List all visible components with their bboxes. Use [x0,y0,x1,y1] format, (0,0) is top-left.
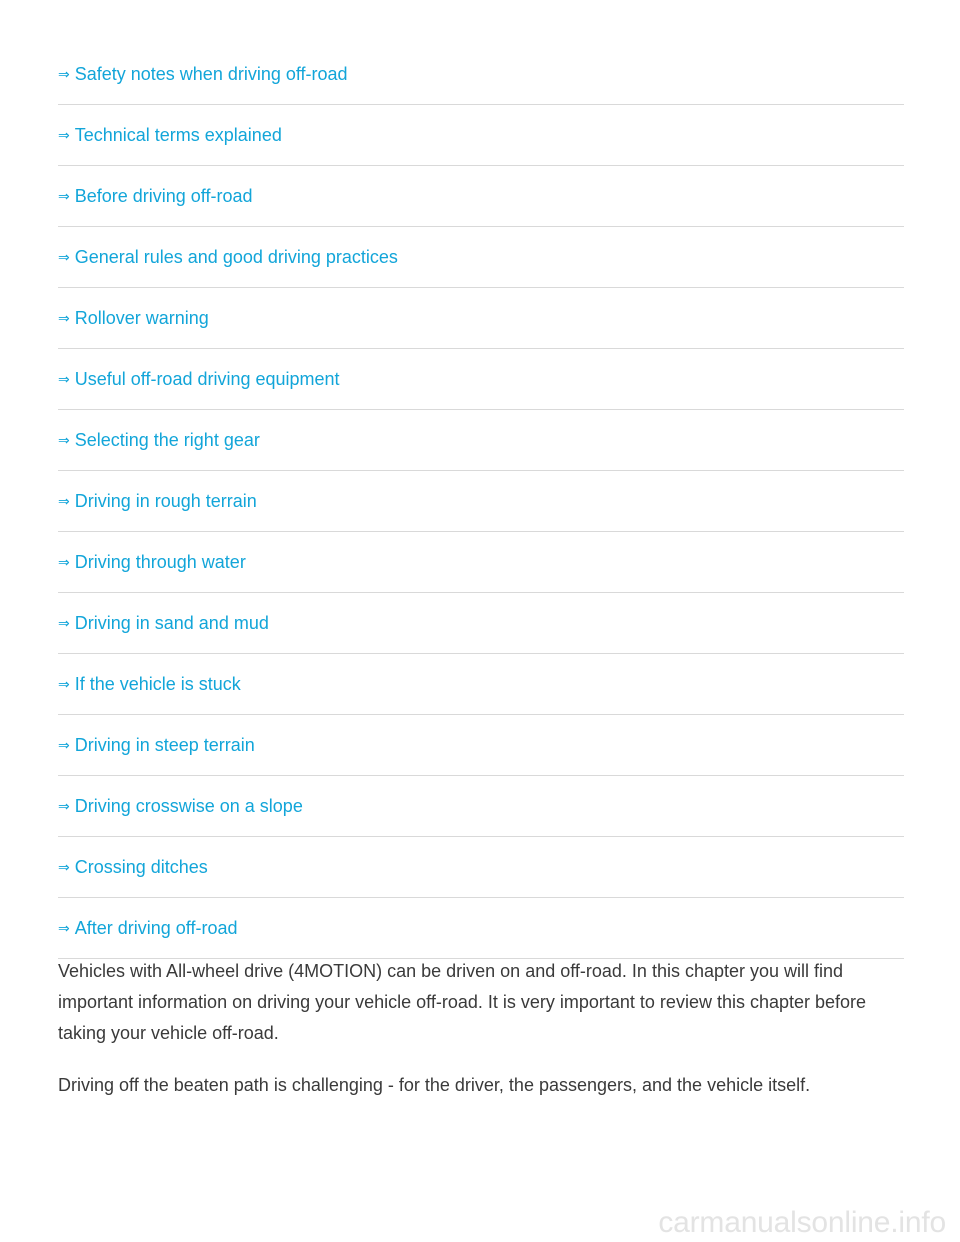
toc-link-label: General rules and good driving practices [74,247,398,267]
double-arrow-icon: ⇒ [58,798,70,815]
double-arrow-icon: ⇒ [58,432,70,449]
toc-link-label: Useful off-road driving equipment [74,369,340,389]
double-arrow-icon: ⇒ [58,66,70,83]
toc-link-label: Rollover warning [74,308,209,328]
intro-paragraph: Vehicles with All-wheel drive (4MOTION) can be driven on and off-road. In this chapter you will find important information on driving your vehicle off-road. It is very important to review this chapter before taking your vehicle off-road. [58,961,867,1043]
toc-link[interactable] [58,411,904,471]
toc-link-label: Safety notes when driving off-road [74,64,348,84]
toc-link[interactable] [58,533,904,593]
toc-link[interactable] [58,838,904,898]
toc-link[interactable] [58,716,904,776]
watermark: carmanualsonline.info [658,1206,946,1239]
double-arrow-icon: ⇒ [58,493,70,510]
toc-link-label: After driving off-road [74,918,238,938]
toc-link[interactable] [58,167,904,227]
double-arrow-icon: ⇒ [58,249,70,266]
toc-link[interactable] [58,777,904,837]
table-of-contents [58,45,904,960]
toc-link-label: Driving in steep terrain [74,735,255,755]
double-arrow-icon: ⇒ [58,676,70,693]
toc-link-label: Driving through water [74,552,246,572]
double-arrow-icon: ⇒ [58,859,70,876]
double-arrow-icon: ⇒ [58,188,70,205]
toc-link-label: Crossing ditches [74,857,208,877]
toc-link-label: Technical terms explained [74,125,282,145]
toc-link-label: Driving crosswise on a slope [74,796,303,816]
toc-link[interactable] [58,472,904,532]
toc-link-label: Before driving off-road [74,186,253,206]
toc-link-label: Selecting the right gear [74,430,260,450]
toc-link-label: Driving in rough terrain [74,491,257,511]
double-arrow-icon: ⇒ [58,371,70,388]
double-arrow-icon: ⇒ [58,920,70,937]
double-arrow-icon: ⇒ [58,737,70,754]
double-arrow-icon: ⇒ [58,615,70,632]
toc-link[interactable] [58,289,904,349]
toc-link[interactable] [58,106,904,166]
toc-link-label: If the vehicle is stuck [74,674,241,694]
toc-link[interactable] [58,594,904,654]
toc-link[interactable] [58,228,904,288]
double-arrow-icon: ⇒ [58,127,70,144]
double-arrow-icon: ⇒ [58,310,70,327]
toc-link-label: Driving in sand and mud [74,613,269,633]
toc-link[interactable] [58,350,904,410]
challenge-paragraph: Driving off the beaten path is challenging - for the driver, the passengers, and the vehicle itself. [58,1075,811,1095]
double-arrow-icon: ⇒ [58,554,70,571]
toc-link[interactable] [58,655,904,715]
toc-link[interactable] [58,899,904,959]
toc-link[interactable] [58,45,904,105]
